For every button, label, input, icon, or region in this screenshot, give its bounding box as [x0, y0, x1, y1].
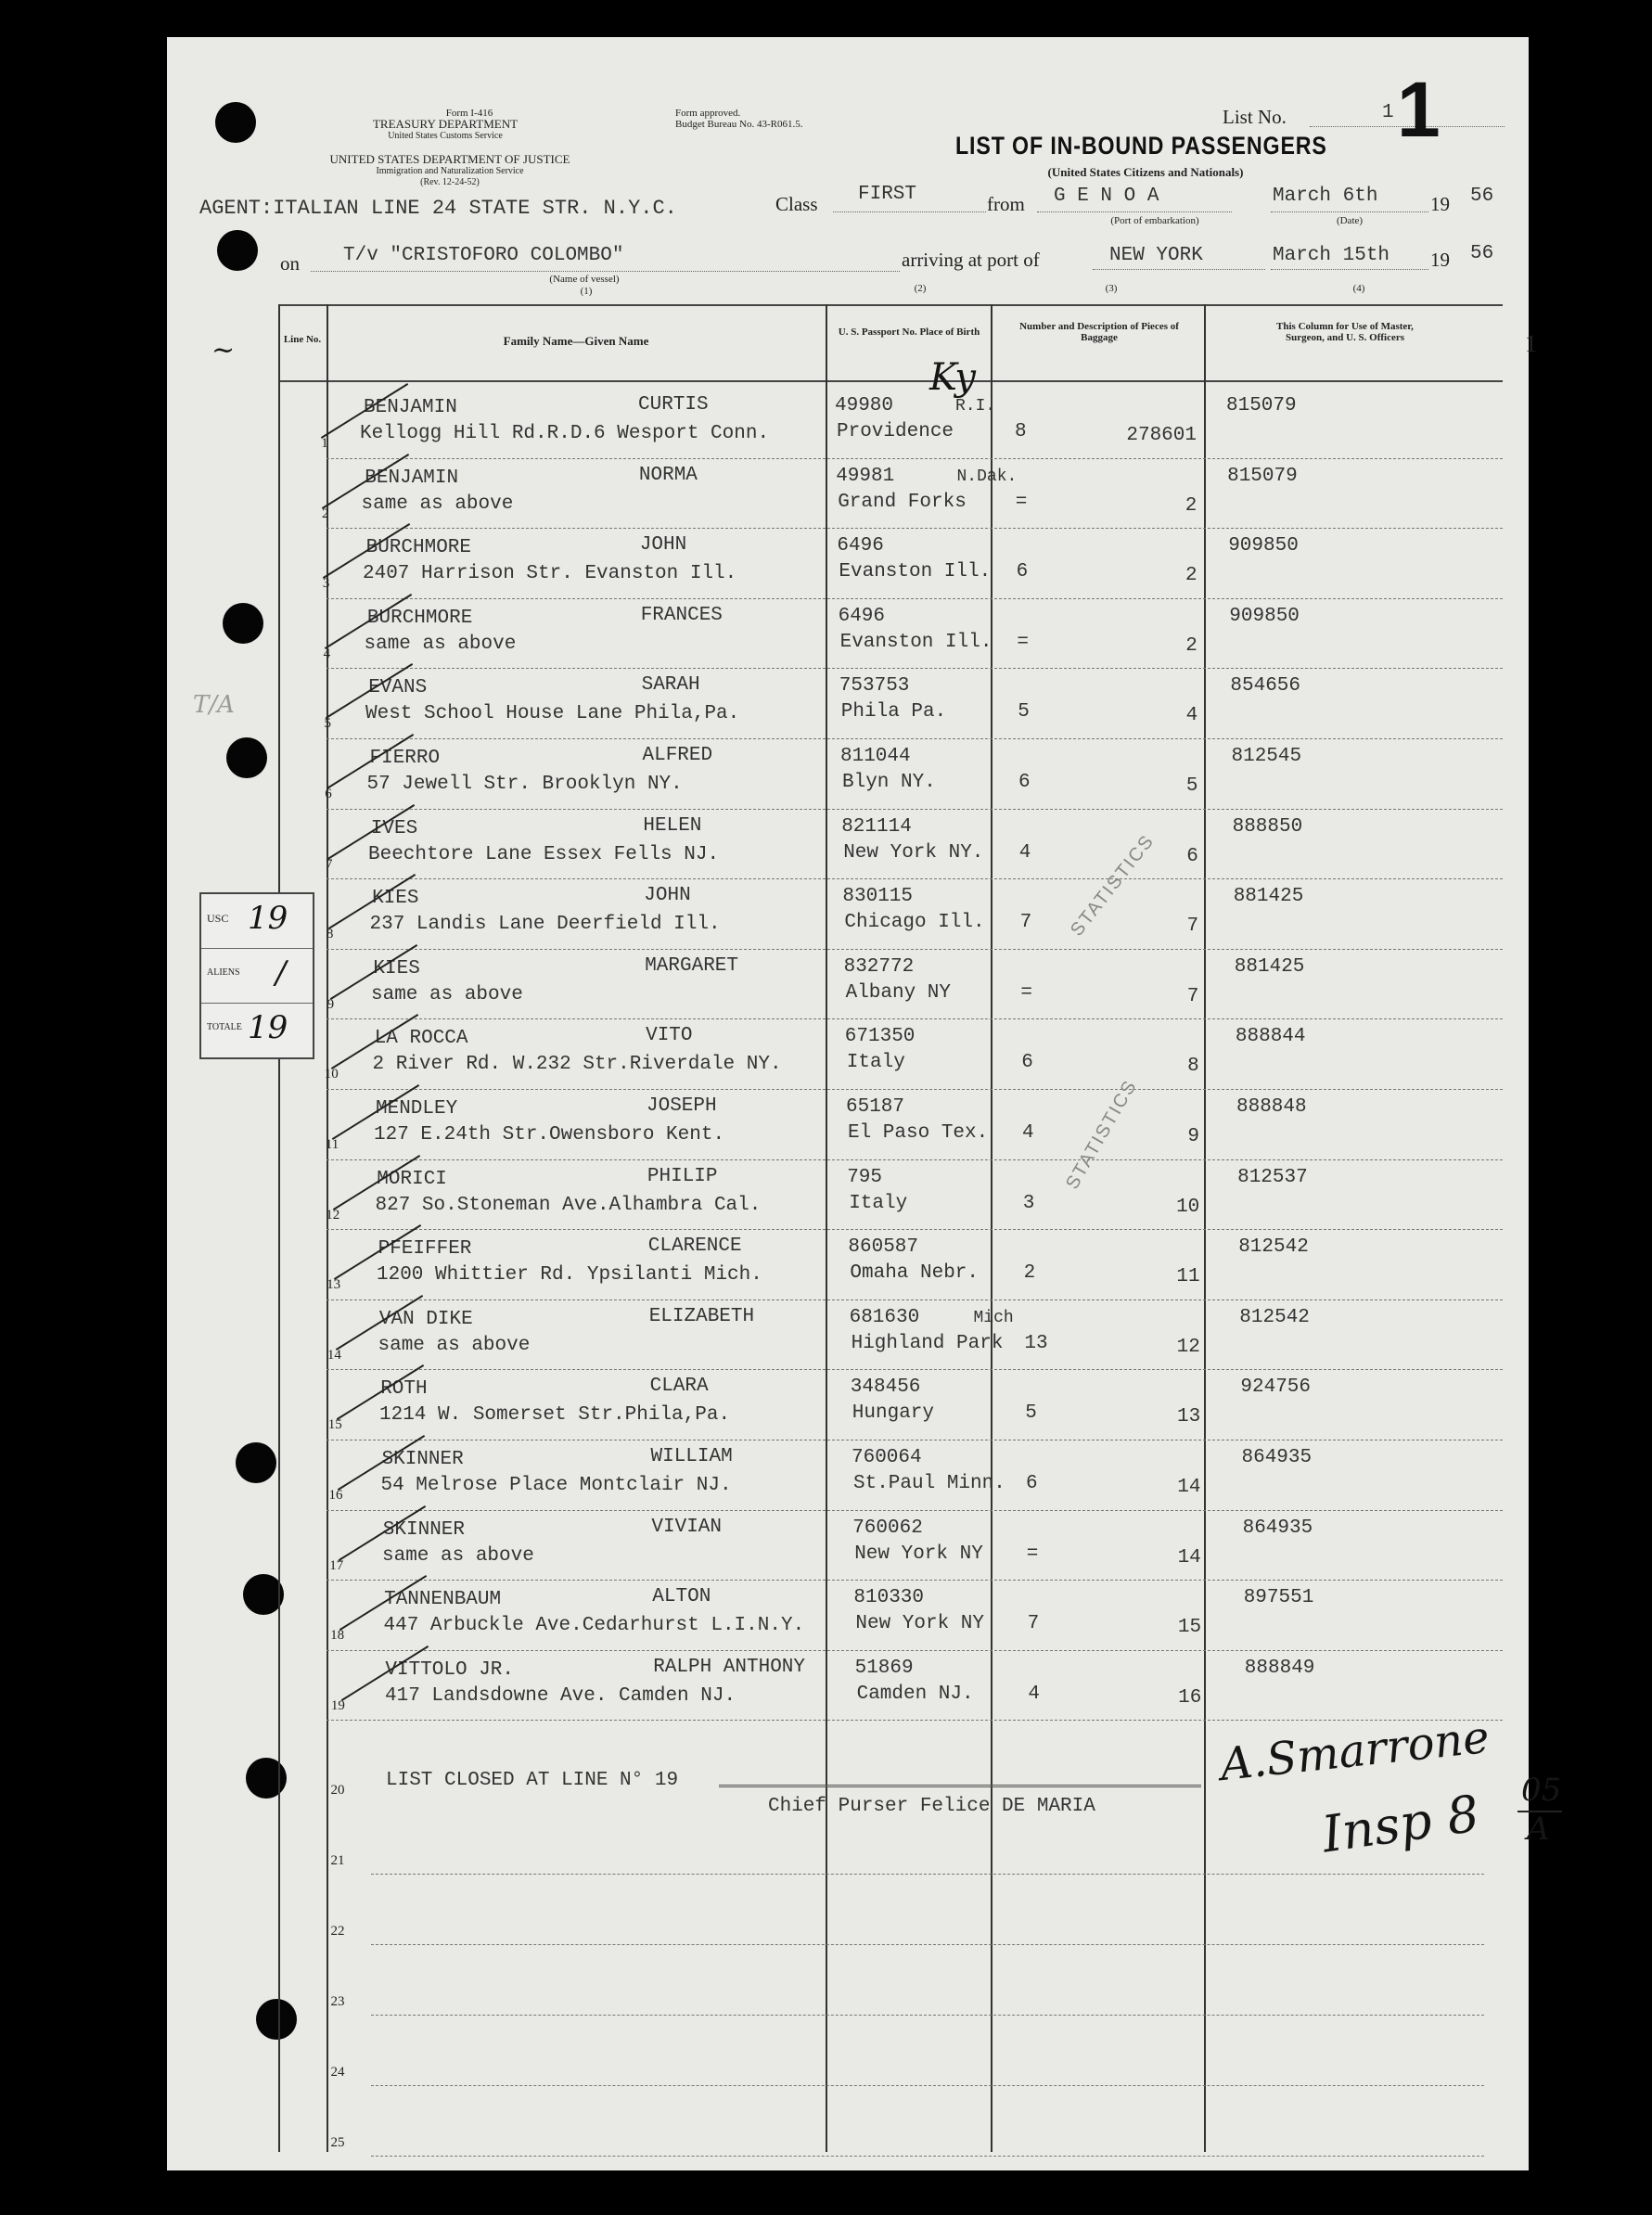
departure-date: March 6th — [1273, 186, 1378, 207]
family-name: KIES — [372, 888, 419, 910]
rev-date: (Rev. 12-24-52) — [420, 177, 480, 187]
statistics-stamp: STATISTICS — [1067, 830, 1159, 941]
passport-number: 760064 — [852, 1447, 922, 1468]
line-number: 15 — [327, 1417, 342, 1433]
year2-prefix: 19 — [1430, 249, 1450, 271]
passport-number: 49980 — [835, 395, 894, 416]
embark-caption: (Port of embarkation) — [1110, 215, 1199, 226]
given-name: JOSEPH — [647, 1095, 717, 1117]
year2-suffix: 56 — [1470, 243, 1494, 264]
given-name: PHILIP — [647, 1165, 718, 1187]
col-divider-passport — [991, 304, 992, 2152]
given-name: HELEN — [643, 814, 702, 837]
line-number: 11 — [325, 1137, 339, 1152]
baggage-number: 278601 — [1126, 425, 1197, 446]
baggage-number: 8 — [1187, 1056, 1199, 1078]
row-divider — [327, 1159, 1503, 1160]
col-divider-name — [826, 304, 827, 2152]
address: same as above — [382, 1544, 534, 1567]
caption-3: (3) — [1105, 283, 1118, 294]
row-divider — [327, 1369, 1503, 1370]
class-label: Class — [775, 193, 818, 215]
baggage-number: 12 — [1176, 1336, 1200, 1358]
vessel-name: T/v "CRISTOFORO COLOMBO" — [343, 245, 624, 266]
officer-number: 812545 — [1231, 746, 1302, 767]
address: 827 So.Stoneman Ave.Alhambra Cal. — [375, 1194, 762, 1216]
given-name: FRANCES — [640, 604, 723, 626]
family-name: TANNENBAUM — [384, 1589, 502, 1611]
col-header-officers: This Column for Use of Master, Surgeon, and U. S. Officers — [1276, 321, 1414, 343]
arriving-underline — [1093, 269, 1265, 270]
date1-underline — [1271, 211, 1428, 212]
binder-hole — [215, 102, 256, 143]
passport-number: 671350 — [844, 1026, 916, 1048]
place-of-birth: New York NY — [854, 1543, 983, 1565]
agent-line: AGENT:ITALIAN LINE 24 STATE STR. N.Y.C. — [199, 197, 677, 220]
line-number-empty: 21 — [330, 1853, 345, 1868]
place-of-birth: Chicago Ill. — [844, 912, 985, 934]
baggage-pieces: 4 — [1022, 1122, 1034, 1144]
birth-annotation: R.I. — [955, 397, 996, 416]
passport-number: 753753 — [839, 675, 910, 698]
given-name: ELIZABETH — [648, 1305, 755, 1327]
given-name: NORMA — [638, 464, 698, 486]
officer-number: 924756 — [1240, 1376, 1312, 1399]
treasury-dept: TREASURY DEPARTMENT — [372, 117, 519, 131]
place-of-birth: Evanston Ill. — [839, 561, 992, 583]
line-number: 8 — [326, 927, 334, 942]
passport-number: 860587 — [848, 1236, 919, 1259]
baggage-pieces: = — [1020, 981, 1032, 1004]
line-number: 10 — [324, 1067, 339, 1082]
passport-number: 821114 — [841, 815, 912, 838]
date2-underline — [1271, 269, 1428, 270]
address: 447 Arbuckle Ave.Cedarhurst L.I.N.Y. — [383, 1615, 805, 1637]
arriving-label: arriving at port of — [902, 249, 1040, 271]
family-name: VAN DIKE — [378, 1308, 473, 1330]
from-label: from — [987, 193, 1025, 215]
officer-number: 812542 — [1239, 1306, 1310, 1328]
baggage-number: 5 — [1185, 775, 1198, 797]
place-of-birth: New York NY — [855, 1613, 985, 1635]
handwritten-state: Ky — [929, 356, 976, 399]
officer-number: 815079 — [1226, 395, 1297, 416]
given-name: WILLIAM — [650, 1446, 733, 1467]
line-number-20: 20 — [330, 1783, 345, 1798]
inspector-time: 05 — [1521, 1772, 1562, 1809]
baggage-number: 7 — [1186, 915, 1199, 938]
address: 54 Melrose Place Montclair NJ. — [380, 1475, 732, 1496]
baggage-pieces: 5 — [1018, 701, 1030, 723]
place-of-birth: Italy — [849, 1192, 908, 1214]
line-number: 1 — [321, 436, 328, 451]
baggage-number: 4 — [1185, 705, 1198, 727]
place-of-birth: Italy — [846, 1052, 905, 1074]
given-name: ALTON — [652, 1586, 711, 1608]
statistics-box — [199, 892, 314, 1059]
line-number: 14 — [327, 1347, 341, 1363]
given-name: CURTIS — [638, 394, 709, 416]
place-of-birth: Grand Forks — [838, 491, 967, 513]
given-name: JOHN — [644, 885, 691, 907]
family-name: IVES — [370, 817, 418, 839]
baggage-number: 14 — [1177, 1546, 1201, 1568]
baggage-pieces: 3 — [1022, 1192, 1035, 1214]
line-number: 6 — [325, 787, 332, 801]
given-name: MARGARET — [645, 954, 739, 977]
table-header-rule — [278, 380, 1503, 382]
line-number: 16 — [328, 1488, 343, 1503]
address: 2 River Rd. W.232 Str.Riverdale NY. — [372, 1054, 782, 1076]
row-divider — [327, 1018, 1503, 1019]
document-title: LIST OF IN-BOUND PASSENGERS — [955, 132, 1327, 160]
place-of-birth: Phila Pa. — [840, 701, 947, 723]
birth-annotation: Mich — [973, 1308, 1014, 1327]
address: same as above — [378, 1334, 531, 1356]
form-approved: Form approved. — [675, 108, 741, 119]
officer-number: 909850 — [1228, 535, 1299, 557]
given-name: JOHN — [639, 534, 687, 557]
row-divider — [371, 1944, 1484, 1945]
binder-hole — [223, 603, 263, 644]
col-header-baggage: Number and Description of Pieces of Baggage — [1019, 321, 1179, 343]
line-number: 4 — [323, 646, 331, 661]
row-divider — [327, 1580, 1503, 1581]
place-of-birth: El Paso Tex. — [848, 1122, 989, 1144]
row-divider — [327, 1089, 1503, 1090]
place-of-birth: Hungary — [852, 1402, 935, 1425]
officer-number: 888848 — [1236, 1096, 1307, 1118]
doj: UNITED STATES DEPARTMENT OF JUSTICE — [329, 152, 570, 166]
baggage-number: 2 — [1185, 494, 1197, 517]
baggage-pieces: 2 — [1023, 1262, 1036, 1285]
given-name: VIVIAN — [651, 1516, 723, 1538]
place-of-birth: Blyn NY. — [842, 772, 936, 793]
passport-number: 6496 — [838, 605, 886, 627]
line-number: 17 — [329, 1557, 344, 1573]
passport-number: 6496 — [837, 535, 884, 557]
form-number: Form I-416 — [445, 108, 493, 119]
row-divider — [371, 2085, 1484, 2086]
place-of-birth: St.Paul Minn. — [853, 1473, 1005, 1494]
margin-ta-note: T/A — [193, 691, 235, 719]
binder-hole — [226, 737, 267, 778]
family-name: SKINNER — [381, 1449, 464, 1470]
row-divider — [371, 2015, 1484, 2016]
list-closed-text: LIST CLOSED AT LINE N° 19 — [386, 1770, 679, 1791]
officer-number: 864935 — [1242, 1517, 1313, 1539]
date-caption: (Date) — [1336, 215, 1364, 226]
arrival-port: NEW YORK — [1109, 245, 1203, 266]
baggage-pieces: 13 — [1024, 1332, 1048, 1354]
family-name: KIES — [373, 957, 420, 979]
baggage-pieces: 7 — [1019, 912, 1032, 934]
purser-signature: A.Smarrone — [1217, 1710, 1492, 1792]
inspector-suffix: A — [1527, 1811, 1550, 1848]
col-header-line-no: Line No. — [283, 334, 322, 345]
line-number-empty: 24 — [330, 2065, 345, 2080]
baggage-number: 2 — [1185, 565, 1197, 587]
ins: Immigration and Naturalization Service — [376, 166, 524, 176]
usc-count: 19 — [248, 900, 288, 937]
officer-number: 897551 — [1243, 1587, 1314, 1609]
baggage-pieces: 6 — [1021, 1052, 1033, 1074]
baggage-number: 6 — [1186, 845, 1198, 867]
address: same as above — [371, 983, 523, 1005]
baggage-pieces: 4 — [1018, 841, 1031, 864]
line-number: 5 — [324, 716, 331, 732]
binder-hole — [236, 1442, 276, 1483]
row-divider — [371, 2156, 1484, 2157]
address: 237 Landis Lane Deerfield Ill. — [369, 914, 721, 936]
passport-number: 49981 — [836, 465, 895, 487]
passport-number: 810330 — [853, 1587, 925, 1609]
baggage-number: 9 — [1187, 1126, 1199, 1147]
address: Beechtore Lane Essex Fells NJ. — [368, 843, 720, 865]
family-name: LA ROCCA — [374, 1028, 468, 1050]
baggage-pieces: = — [1017, 631, 1029, 653]
baggage-number: 7 — [1186, 985, 1199, 1007]
line-number-empty: 22 — [330, 1924, 345, 1939]
family-name: ROTH — [380, 1378, 428, 1401]
row-divider — [327, 738, 1503, 739]
row-divider — [327, 1720, 1503, 1721]
list-no-stamp: 1 — [1397, 66, 1441, 153]
customs-service: United States Customs Service — [388, 131, 503, 141]
passport-number: 811044 — [840, 746, 911, 767]
table-top-rule — [278, 304, 1503, 306]
caption-2: (2) — [914, 283, 927, 294]
binder-hole — [217, 230, 258, 271]
baggage-pieces: = — [1015, 491, 1028, 513]
margin-tick: ~ — [211, 334, 236, 366]
binder-hole — [256, 1999, 297, 2040]
line-number: 3 — [322, 576, 330, 592]
row-divider — [327, 878, 1503, 879]
family-name: EVANS — [368, 677, 428, 699]
aliens-count: / — [275, 954, 287, 992]
line-number: 12 — [326, 1207, 340, 1223]
caption-4: (4) — [1352, 283, 1365, 294]
baggage-number: 15 — [1177, 1617, 1202, 1639]
birth-annotation: N.Dak. — [956, 467, 1018, 486]
arrival-date: March 15th — [1273, 245, 1390, 266]
baggage-number: 16 — [1178, 1686, 1202, 1709]
family-name: MORICI — [377, 1168, 447, 1190]
line-number: 13 — [327, 1277, 341, 1293]
given-name: CLARENCE — [647, 1236, 742, 1258]
document-subtitle: (United States Citizens and Nationals) — [1047, 165, 1244, 179]
officer-number: 888844 — [1235, 1026, 1306, 1048]
family-name: BENJAMIN — [365, 467, 459, 489]
family-name: BURCHMORE — [366, 607, 473, 629]
passport-number: 832772 — [843, 955, 915, 978]
baggage-number: 11 — [1176, 1266, 1200, 1288]
row-divider — [327, 528, 1503, 529]
line-number: 2 — [322, 506, 329, 521]
officer-number: 881425 — [1233, 886, 1304, 908]
col-divider-baggage — [1204, 304, 1206, 2152]
address: same as above — [361, 493, 514, 515]
given-name: ALFRED — [642, 745, 713, 766]
family-name: PFEIFFER — [378, 1238, 472, 1261]
address: same as above — [364, 633, 517, 655]
place-of-birth: New York NY. — [843, 841, 984, 864]
family-name: BURCHMORE — [365, 537, 472, 559]
baggage-number: 2 — [1185, 634, 1197, 657]
address: 57 Jewell Str. Brooklyn NY. — [366, 774, 683, 795]
address: West School House Lane Phila,Pa. — [365, 703, 740, 725]
list-closed-fill — [719, 1785, 1201, 1787]
officer-number: 864935 — [1241, 1447, 1313, 1468]
baggage-pieces: 6 — [1018, 772, 1031, 793]
year1-prefix: 19 — [1430, 193, 1450, 215]
col-header-name: Family Name—Given Name — [503, 334, 649, 348]
class-value: FIRST — [858, 184, 917, 205]
passport-number: 830115 — [842, 886, 914, 908]
row-divider — [327, 949, 1503, 950]
passport-number: 65187 — [846, 1096, 905, 1118]
place-of-birth: Camden NJ. — [856, 1683, 974, 1705]
row-divider — [327, 1650, 1503, 1651]
family-name: FIERRO — [369, 748, 441, 769]
statistics-stamp: STATISTICS — [1062, 1076, 1142, 1193]
baggage-pieces: 8 — [1015, 421, 1027, 442]
line-number: 18 — [330, 1628, 345, 1644]
address: 127 E.24th Str.Owensboro Kent. — [374, 1124, 725, 1146]
officer-number: 888850 — [1232, 815, 1303, 838]
passport-number: 348456 — [850, 1376, 921, 1399]
baggage-pieces: = — [1026, 1543, 1039, 1565]
given-name: CLARA — [649, 1376, 709, 1398]
given-name: RALPH ANTHONY — [653, 1656, 806, 1678]
line-number-empty: 23 — [330, 1994, 345, 2009]
family-name: BENJAMIN — [364, 397, 457, 418]
vessel-caption: (Name of vessel) — [549, 274, 620, 285]
place-of-birth: Albany NY — [845, 981, 952, 1004]
baggage-pieces: 6 — [1016, 561, 1029, 583]
aliens-label: ALIENS — [207, 967, 240, 978]
baggage-number: 13 — [1176, 1406, 1201, 1428]
officer-number: 888849 — [1244, 1657, 1315, 1679]
from-underline — [1037, 211, 1232, 212]
officer-number: 812537 — [1237, 1166, 1308, 1188]
line-number-empty: 25 — [330, 2135, 345, 2150]
row-divider — [327, 1510, 1503, 1511]
row-divider — [327, 1229, 1503, 1230]
officer-number: 812542 — [1238, 1236, 1309, 1259]
place-of-birth: Highland Park — [851, 1332, 1004, 1354]
officer-number: 881425 — [1234, 955, 1305, 978]
line-number: 9 — [327, 996, 335, 1012]
budget-bureau: Budget Bureau No. 43-R061.5. — [675, 119, 803, 130]
place-of-birth: Evanston Ill. — [839, 631, 992, 653]
line-number: 19 — [330, 1697, 345, 1713]
address: 1214 W. Somerset Str.Phila,Pa. — [379, 1404, 731, 1427]
family-name: SKINNER — [382, 1518, 466, 1541]
place-of-birth: Omaha Nebr. — [850, 1262, 980, 1285]
address: Kellogg Hill Rd.R.D.6 Wesport Conn. — [360, 423, 770, 444]
row-divider — [371, 1874, 1484, 1875]
total-count: 19 — [248, 1009, 288, 1046]
binder-hole — [246, 1758, 287, 1799]
list-no-typed: 1 — [1382, 102, 1394, 123]
officer-number: 815079 — [1227, 465, 1298, 487]
year1-suffix: 56 — [1470, 186, 1494, 207]
row-divider — [327, 598, 1503, 599]
passport-number: 681630 — [849, 1306, 920, 1328]
embark-port: G E N O A — [1054, 186, 1159, 207]
officer-number: 854656 — [1230, 675, 1301, 698]
address: 2407 Harrison Str. Evanston Ill. — [363, 563, 737, 585]
baggage-pieces: 4 — [1028, 1683, 1040, 1705]
address: 417 Landsdowne Ave. Camden NJ. — [385, 1684, 736, 1707]
passport-number: 795 — [847, 1166, 882, 1188]
margin-number: 1 — [1525, 330, 1537, 357]
row-divider — [327, 668, 1503, 669]
passport-number: 51869 — [854, 1657, 914, 1679]
line-number: 7 — [326, 856, 333, 872]
class-underline — [833, 211, 986, 212]
officer-number: 909850 — [1229, 605, 1300, 627]
caption-1: (1) — [580, 286, 593, 297]
inspector-initials: Insp 8 — [1318, 1784, 1483, 1864]
baggage-pieces: 7 — [1027, 1613, 1040, 1635]
family-name: VITTOLO JR. — [385, 1658, 515, 1681]
address: 1200 Whittier Rd. Ypsilanti Mich. — [377, 1264, 762, 1287]
baggage-number: 10 — [1176, 1196, 1200, 1218]
baggage-pieces: 6 — [1026, 1473, 1038, 1494]
vessel-underline — [311, 271, 900, 272]
total-label: TOTALE — [207, 1022, 242, 1032]
baggage-pieces: 5 — [1025, 1402, 1037, 1425]
usc-label: USC — [207, 912, 229, 925]
list-no-label: List No. — [1223, 106, 1287, 128]
row-divider — [327, 458, 1503, 459]
place-of-birth: Providence — [837, 421, 954, 442]
passport-number: 760062 — [852, 1517, 923, 1539]
row-divider — [327, 809, 1503, 810]
col-header-passport: U. S. Passport No. Place of Birth — [838, 326, 980, 338]
given-name: VITO — [646, 1025, 693, 1047]
table-left-border — [278, 304, 280, 2152]
baggage-number: 14 — [1177, 1477, 1201, 1498]
given-name: SARAH — [641, 674, 700, 697]
family-name: MENDLEY — [376, 1098, 458, 1120]
on-label: on — [280, 252, 300, 275]
chief-purser: Chief Purser Felice DE MARIA — [768, 1796, 1095, 1817]
